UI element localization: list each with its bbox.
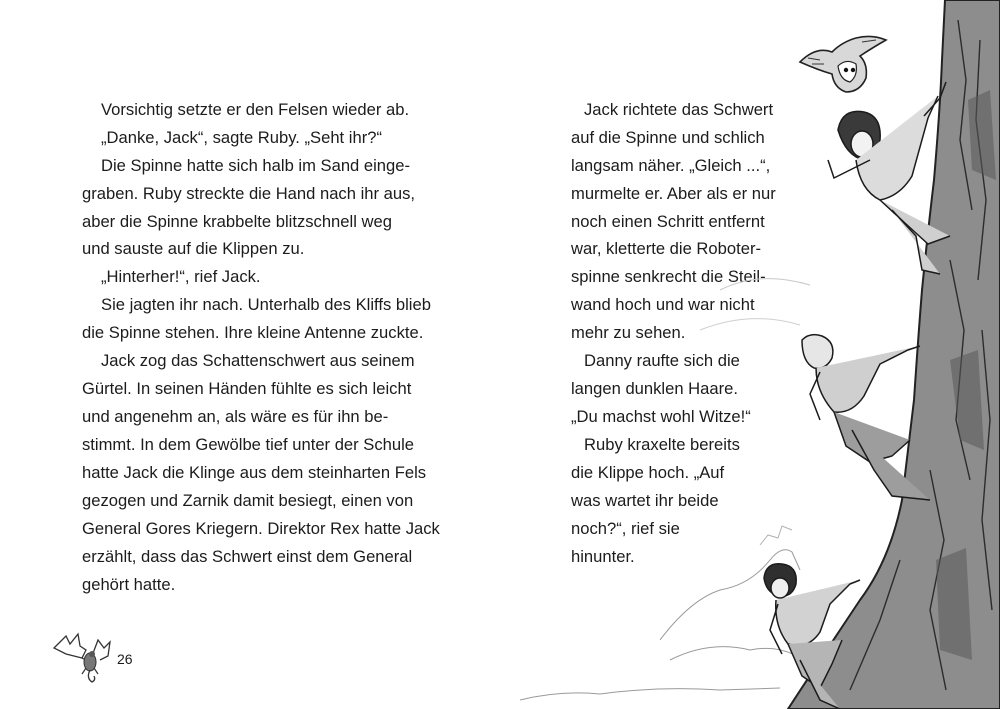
text-line: General Gores Kriegern. Direktor Rex hatte Jack <box>82 519 440 538</box>
cliff-climbers-illustration <box>520 0 1000 709</box>
text-line: Ruby kraxelte bereits <box>584 435 740 454</box>
text-line: hinunter. <box>571 547 635 566</box>
page-number: 26 <box>117 651 133 667</box>
text-line: Jack zog das Schattenschwert aus seinem <box>101 351 415 370</box>
text-line: auf die Spinne und schlich <box>571 128 765 147</box>
text-line: langen dunklen Haare. <box>571 379 738 398</box>
text-line: mehr zu sehen. <box>571 323 686 342</box>
text-line: war, kletterte die Roboter- <box>571 239 761 258</box>
text-line: Danny raufte sich die <box>584 351 740 370</box>
text-line: Vorsichtig setzte er den Felsen wieder ab. <box>101 100 410 119</box>
text-line: graben. Ruby streckte die Hand nach ihr aus, <box>82 184 415 203</box>
text-line: „Du machst wohl Witze!“ <box>571 407 751 426</box>
text-line: die Klippe hoch. „Auf <box>571 463 725 482</box>
text-line: die Spinne stehen. Ihre kleine Antenne zuckte. <box>82 323 424 342</box>
text-line: langsam näher. „Gleich ...“, <box>571 156 771 175</box>
text-line: stimmt. In dem Gewölbe tief unter der Schule <box>82 435 415 454</box>
text-line: erzählt, dass das Schwert einst dem General <box>82 547 413 566</box>
text-line: gehört hatte. <box>82 575 176 594</box>
text-line: hatte Jack die Klinge aus dem steinharten Fels <box>82 463 427 482</box>
text-line: was wartet ihr beide <box>571 491 719 510</box>
owl-icon <box>800 36 886 92</box>
text-line: „Danke, Jack“, sagte Ruby. „Seht ihr?“ <box>101 128 382 147</box>
text-line: aber die Spinne krabbelte blitzschnell weg <box>82 212 392 231</box>
text-line: Jack richtete das Schwert <box>584 100 774 119</box>
text-line: murmelte er. Aber als er nur <box>571 184 776 203</box>
text-line: Gürtel. In seinen Händen fühlte es sich leicht <box>82 379 412 398</box>
text-line: noch?“, rief sie <box>571 519 680 538</box>
text-line: und sauste auf die Klippen zu. <box>82 239 305 258</box>
text-line: gezogen und Zarnik damit besiegt, einen von <box>82 491 414 510</box>
text-line: spinne senkrecht die Steil- <box>571 267 766 286</box>
background-landscape <box>520 279 810 700</box>
text-line: „Hinterher!“, rief Jack. <box>101 267 261 286</box>
dragon-icon <box>52 628 118 684</box>
text-line: und angenehm an, als wäre es für ihn be- <box>82 407 389 426</box>
text-line: wand hoch und war nicht <box>571 295 755 314</box>
text-line: Die Spinne hatte sich halb im Sand einge- <box>101 156 411 175</box>
text-line: Sie jagten ihr nach. Unterhalb des Kliffs blieb <box>101 295 431 314</box>
text-line: noch einen Schritt entfernt <box>571 212 765 231</box>
